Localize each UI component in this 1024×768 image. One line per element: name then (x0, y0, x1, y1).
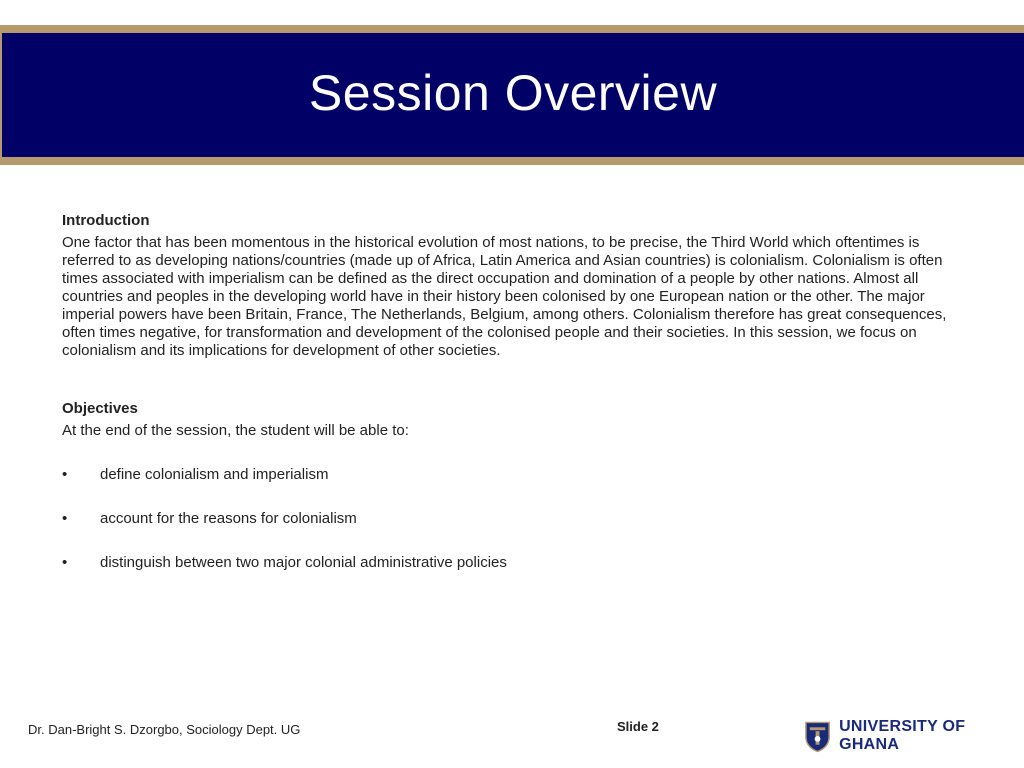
logo-text: UNIVERSITY OF GHANA (839, 718, 966, 753)
crest-icon (804, 719, 831, 753)
list-item (62, 554, 962, 572)
objective-text: define colonialism and imperialism (100, 466, 329, 483)
slide-content (62, 212, 962, 598)
objectives-intro: At the end of the session, the student will be able to: (62, 422, 409, 439)
university-logo (804, 718, 1024, 754)
footer-author: Dr. Dan-Bright S. Dzorgbo, Sociology Dept. UG (28, 722, 301, 737)
objective-text: distinguish between two major colonial administrative policies (100, 554, 507, 571)
bullet-icon: • (62, 554, 68, 571)
bullet-icon: • (62, 466, 68, 483)
objective-text: account for the reasons for colonialism (100, 510, 357, 527)
introduction-body: One factor that has been momentous in the historical evolution of most nations, to be precise, the Third World which oftentimes is referred to as developing nations/countries (made up of Africa, Latin America and Asian countries) is colonialism. Colonialism is often times associated with imperialism can be defined as the direct occupation and domination of a people by other nations. Almost all countries and peoples in the developing world have in their history been colonised by one European nation or the other. The major imperial powers have been Britain, France, The Netherlands, Belgium, among others. Colonialism therefore has great consequences, often times negative, for transformation and development of the colonised people and their societies. In this session, we focus on colonialism and its implications for development of other societies. (62, 234, 947, 359)
title-bar (2, 33, 1024, 157)
objectives-list (62, 466, 962, 572)
objectives-heading: Objectives (62, 400, 138, 417)
introduction-heading: Introduction (62, 212, 150, 229)
header-band (0, 25, 1024, 165)
page-title: Session Overview (308, 65, 718, 121)
bullet-icon: • (62, 510, 68, 527)
list-item (62, 466, 962, 484)
slide-number: Slide 2 (617, 719, 659, 734)
list-item (62, 510, 962, 528)
objectives-section (62, 400, 962, 572)
